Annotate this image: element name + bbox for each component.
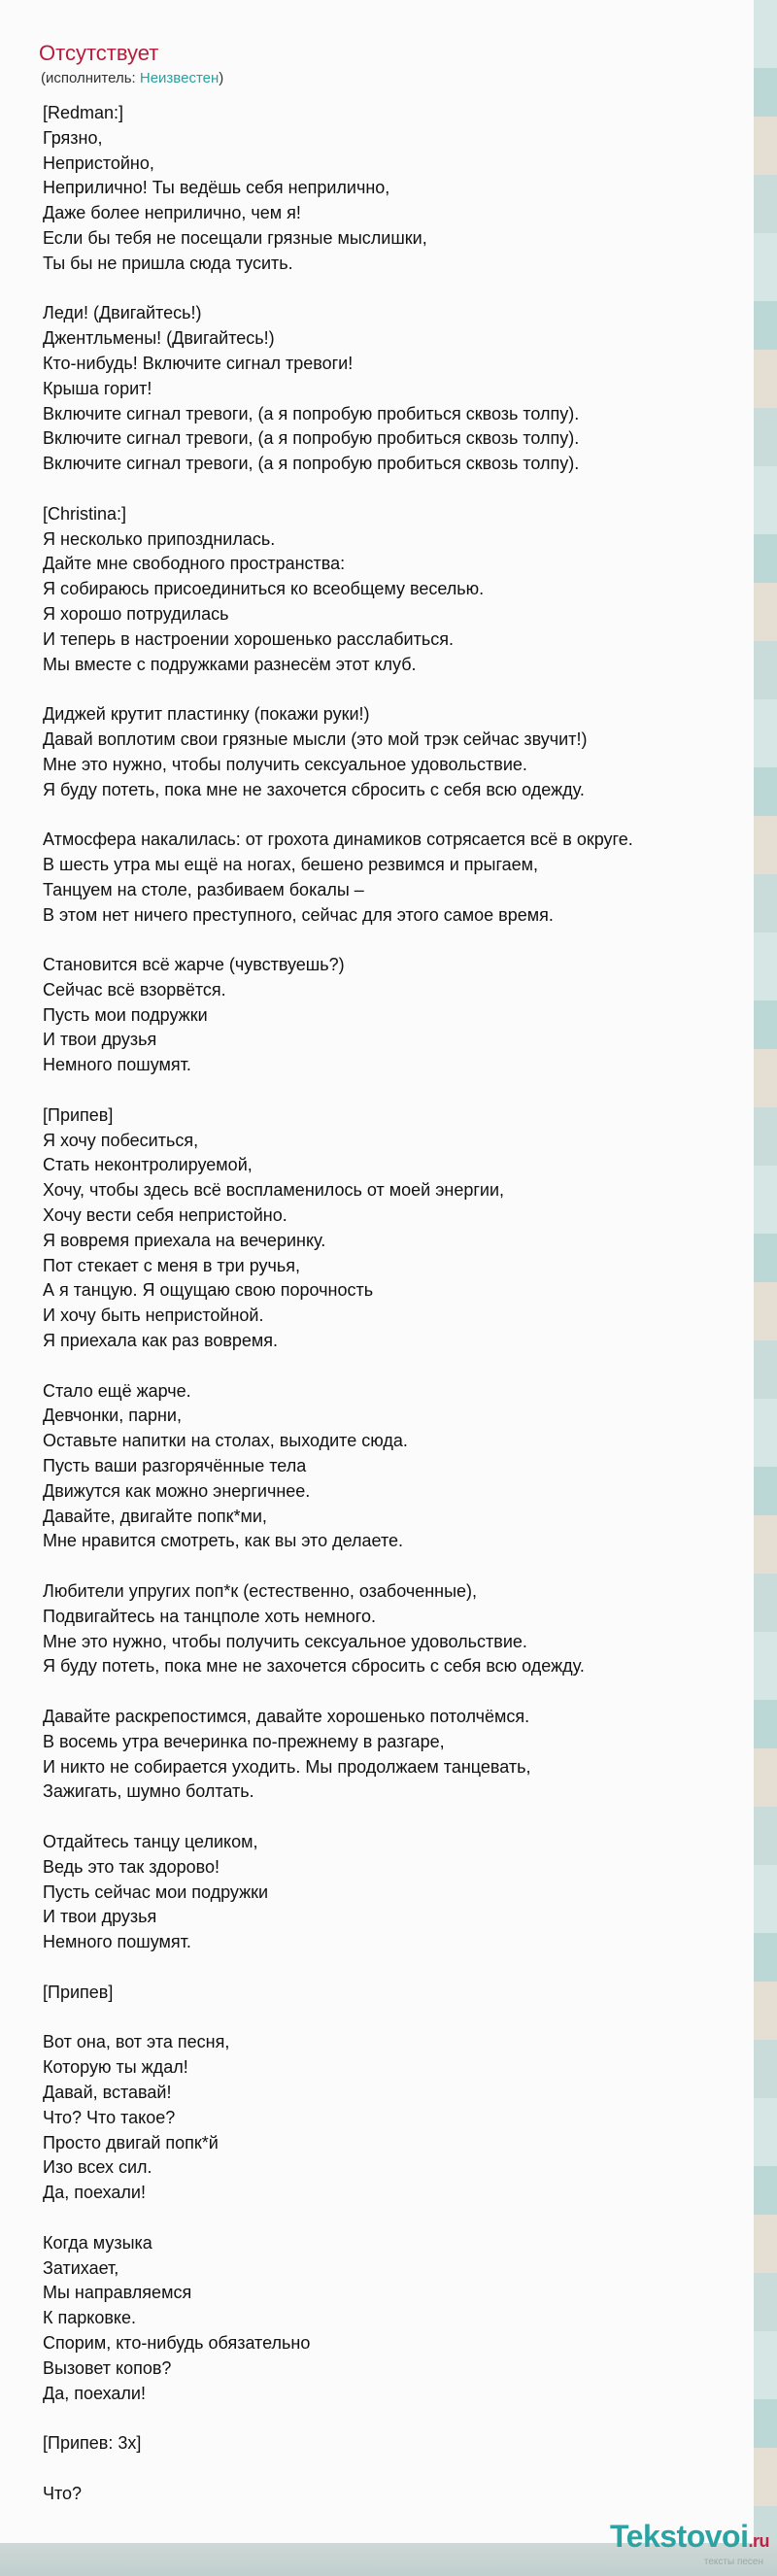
- logo-name: Tekstovoi: [609, 2519, 749, 2554]
- logo-tld: .ru: [748, 2531, 769, 2551]
- logo-wordmark: [610, 2521, 769, 2557]
- decorative-side-stripe: [754, 0, 777, 2576]
- logo-tagline: тексты песен: [703, 2557, 763, 2567]
- lyrics-text: [Redman:] Грязно, Непристойно, Неприлично! Ты ведёшь себя неприлично, Даже более неприлично, чем я! Если бы тебя не посещали грязные мыслишки, Ты бы не пришла сюда тусить. Леди! (Двигайтесь!) Джентльмены! (Двигайтесь!) Кто-нибудь! Включите сигнал тревоги! Крыша горит! Включите сигнал тревоги, (а я попробую пробиться сквозь толпу). Включите сигнал тревоги, (а я попробую пробиться сквозь толпу). Включите сигнал тревоги, (а я попробую пробиться сквозь толпу). [Christina:] Я несколько припозднилась. Дайте мне свободного пространства: Я собираюсь присоединиться ко всеобщему веселью. Я хорошо потрудилась И теперь в настроении хорошенько расслабиться. Мы вместе с подружками разнесём этот клуб. Диджей крутит пластинку (покажи руки!) Давай воплотим свои грязные мысли (это мой трэк сейчас звучит!) Мне это нужно, чтобы получить сексуальное удовольствие. Я буду потеть, пока мне не захочется сбросить с себя всю одежду. Атмосфера накалилась: от грохота динамиков сотрясается всё в округе. В шесть утра мы ещё на ногах, бешено резвимся и прыгаем, Танцуем на столе, разбиваем бокалы – В этом нет ничего преступного, сейчас для этого самое время. Становится всё жарче (чувствуешь?) Сейчас всё взорвётся. Пусть мои подружки И твои друзья Немного пошумят. [Припев] Я хочу побеситься, Стать неконтролируемой, Хочу, чтобы здесь всё воспламенилось от моей энергии, Хочу вести себя непристойно. Я вовремя приехала на вечеринку. Пот стекает с меня в три ручья, А я танцую. Я ощущаю свою порочность И хочу быть непристойной. Я приехала как раз вовремя. Стало ещё жарче. Девчонки, парни, Оставьте напитки на столах, выходите сюда. Пусть ваши разгорячённые тела Движутся как можно энергичнее. Давайте, двигайте попк*ми, Мне нравится смотреть, как вы это делаете. Любители упругих поп*к (естественно, озабоченные), Подвигайтесь на танцполе хоть немного. Мне это нужно, чтобы получить сексуальное удовольствие. Я буду потеть, пока мне не захочется сбросить с себя всю одежду. Давайте раскрепостимся, давайте хорошенько потолчёмся. В восемь утра вечеринка по-прежнему в разгаре, И никто не собирается уходить. Мы продолжаем танцевать, Зажигать, шумно болтать. Отдайтесь танцу целиком, Ведь это так здорово! Пусть сейчас мои подружки И твои друзья Немного пошумят. [Припев] Вот она, вот эта песня, Которую ты ждал! Давай, вставай! Что? Что такое? Просто двигай попк*й Изо всех сил. Да, поехали! Когда музыка Затихает, Мы направляемся К парковке. Спорим, кто-нибудь обязательно Вызовет копов? Да, поехали! [Припев: 3x] Что?: [43, 103, 633, 2503]
- artist-suffix: ): [219, 70, 224, 86]
- artist-prefix: (исполнитель:: [41, 70, 140, 86]
- artist-line: [41, 70, 223, 87]
- site-logo[interactable]: [610, 2521, 769, 2568]
- song-title: Отсутствует: [39, 41, 159, 65]
- artist-link[interactable]: Неизвестен: [139, 70, 220, 86]
